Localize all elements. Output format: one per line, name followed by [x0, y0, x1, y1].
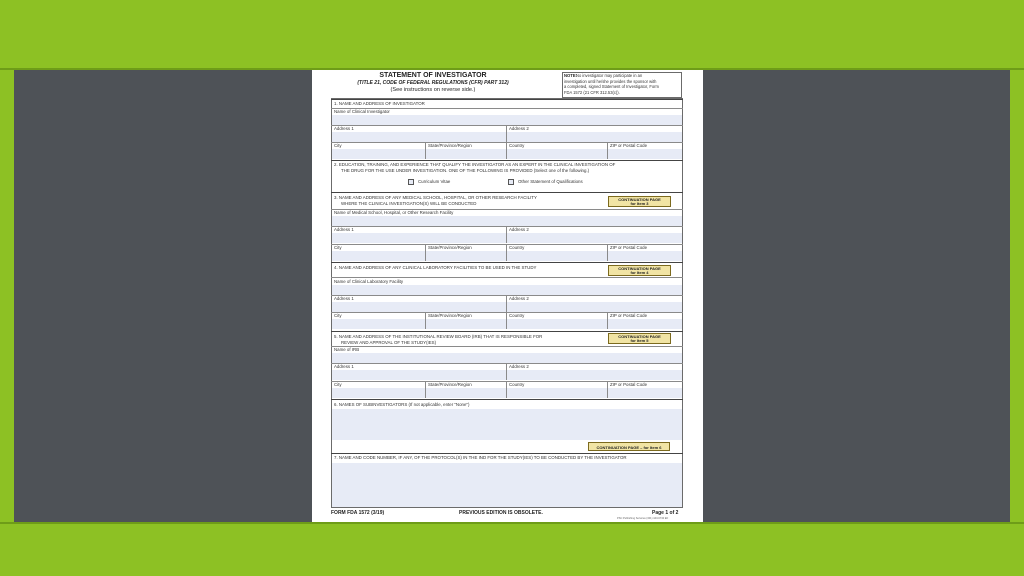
s5-address2-field[interactable] [507, 370, 682, 380]
investigator-name-label: Name of Clinical Investigator [334, 109, 390, 114]
col-line [425, 142, 426, 159]
cont-label: CONTINUATION PAGE [618, 265, 661, 271]
state-label: State/Province/Region [428, 313, 472, 318]
s4-zip-field[interactable] [608, 319, 682, 329]
top-band [0, 0, 1024, 70]
s4-address1-field[interactable] [332, 302, 506, 312]
cont-label: CONTINUATION PAGE [618, 333, 661, 339]
subinvestigators-field[interactable] [332, 409, 682, 440]
country-label: Country [509, 382, 525, 387]
row-line [331, 125, 683, 126]
lab-name-field[interactable] [332, 285, 682, 295]
s5-country-field[interactable] [507, 388, 607, 398]
s1-country-field[interactable] [507, 149, 607, 159]
note-line: FDA 1572 (21 CFR 312.53(c)). [564, 89, 620, 95]
col-line [506, 226, 507, 243]
state-label: State/Province/Region [428, 143, 472, 148]
s3-country-field[interactable] [507, 251, 607, 261]
zip-label: ZIP or Postal Code [610, 313, 648, 318]
s1-address1-field[interactable] [332, 132, 506, 142]
cv-checkbox[interactable] [408, 179, 414, 185]
s5-address1-field[interactable] [332, 370, 506, 380]
note-label: NOTE: [564, 73, 578, 78]
col-line [607, 244, 608, 261]
s1-city-field[interactable] [332, 149, 425, 159]
address2-label: Address 2 [509, 296, 529, 301]
section4-heading: 4. NAME AND ADDRESS OF ANY CLINICAL LABORATORY FACILITIES TO BE USED IN THE STUDY [334, 265, 537, 270]
form-id: FORM FDA 1572 (3/19) [331, 510, 385, 516]
s1-state-field[interactable] [426, 149, 506, 159]
section1-heading: 1. NAME AND ADDRESS OF INVESTIGATOR [334, 101, 425, 106]
address1-label: Address 1 [334, 364, 354, 369]
publisher-note: PSC Publishing Services (301) 443-6740 EF [617, 517, 669, 520]
s3-state-field[interactable] [426, 251, 506, 261]
s3-zip-field[interactable] [608, 251, 682, 261]
investigator-name-field[interactable] [332, 115, 682, 125]
address2-label: Address 2 [509, 126, 529, 131]
section5-heading: REVIEW AND APPROVAL OF THE STUDY(IES) [341, 339, 437, 345]
s4-state-field[interactable] [426, 319, 506, 329]
col-line [425, 312, 426, 329]
form-title: STATEMENT OF INVESTIGATOR [379, 72, 487, 79]
address2-label: Address 2 [509, 364, 529, 369]
section-divider [331, 399, 683, 400]
other-qualifications-label: Other Statement of Qualifications [518, 179, 583, 184]
s3-address1-field[interactable] [332, 233, 506, 243]
cv-label: Curriculum Vitae [418, 179, 451, 184]
section5-heading: 5. NAME AND ADDRESS OF THE INSTITUTIONAL REVIEW BOARD (IRB) THAT IS RESPONSIBLE FOR [334, 334, 543, 339]
form-instructions: (See instructions on reverse side.) [390, 87, 476, 93]
state-label: State/Province/Region [428, 245, 472, 250]
col-line [425, 381, 426, 398]
continuation-button-item5[interactable] [608, 333, 671, 344]
col-line [506, 142, 507, 159]
section2-heading: 2. EDUCATION, TRAINING, AND EXPERIENCE THAT QUALIFY THE INVESTIGATOR AS AN EXPERT IN THE CLINICAL INVESTIGATION OF [334, 162, 616, 167]
address2-label: Address 2 [509, 227, 529, 232]
s3-city-field[interactable] [332, 251, 425, 261]
protocols-field[interactable] [332, 463, 682, 507]
cont-label: CONTINUATION PAGE [618, 196, 661, 202]
col-line [506, 125, 507, 142]
form-page [312, 70, 703, 522]
note-line: investigation until he/she provides the sponsor with [564, 78, 657, 84]
col-line [607, 381, 608, 398]
address1-label: Address 1 [334, 126, 354, 131]
cont-label: for Item 4 [630, 270, 649, 276]
col-line [607, 312, 608, 329]
lab-name-label: Name of Clinical Laboratory Facility [334, 279, 404, 284]
state-label: State/Province/Region [428, 382, 472, 387]
row-line [331, 226, 683, 227]
section-divider [331, 262, 683, 263]
address1-label: Address 1 [334, 296, 354, 301]
cont-label: CONTINUATION PAGE – for Item 6 [596, 444, 662, 450]
obsolete-notice: PREVIOUS EDITION IS OBSOLETE. [459, 510, 543, 516]
other-qualifications-checkbox[interactable] [508, 179, 514, 185]
col-line [425, 244, 426, 261]
row-line [331, 295, 683, 296]
s1-zip-field[interactable] [608, 149, 682, 159]
cont-label: for Item 3 [630, 201, 649, 207]
country-label: Country [509, 245, 525, 250]
section7-heading: 7. NAME AND CODE NUMBER, IF ANY, OF THE PROTOCOL(S) IN THE IND FOR THE STUDY(IES) TO BE CONDUCTED BY THE INVESTIGATOR [334, 455, 627, 460]
country-label: Country [509, 143, 525, 148]
col-line [607, 142, 608, 159]
section-divider [331, 192, 683, 193]
section3-heading: WHERE THE CLINICAL INVESTIGATION(S) WILL BE CONDUCTED [341, 200, 477, 206]
col-line [506, 363, 507, 380]
col-line [506, 295, 507, 312]
row-line [331, 277, 683, 278]
s5-state-field[interactable] [426, 388, 506, 398]
continuation-button-item3[interactable] [608, 196, 671, 207]
note-line: a completed, signed Statement of Investigator, Form [564, 84, 659, 89]
page-number: Page 1 of 2 [652, 510, 679, 516]
form-subtitle: (TITLE 21, CODE OF FEDERAL REGULATIONS (CFR) PART 312) [357, 79, 509, 86]
row-line [331, 363, 683, 364]
country-label: Country [509, 313, 525, 318]
cont-label: for Item 5 [630, 338, 649, 344]
s4-country-field[interactable] [507, 319, 607, 329]
bottom-band [0, 522, 1024, 576]
s4-city-field[interactable] [332, 319, 425, 329]
facility-name-label: Name of Medical School, Hospital, or Other Research Facility [334, 210, 454, 215]
col-line [506, 381, 507, 398]
zip-label: ZIP or Postal Code [610, 382, 648, 387]
s1-address2-field[interactable] [507, 132, 682, 142]
s3-address2-field[interactable] [507, 233, 682, 243]
s5-zip-field[interactable] [608, 388, 682, 398]
note-line: No investigator may participate in an [576, 73, 643, 78]
zip-label: ZIP or Postal Code [610, 143, 648, 148]
continuation-button-item6[interactable] [588, 442, 670, 451]
section3-heading: 3. NAME AND ADDRESS OF ANY MEDICAL SCHOOL, HOSPITAL, OR OTHER RESEARCH FACILITY [334, 195, 537, 200]
col-line [506, 244, 507, 261]
irb-name-field[interactable] [332, 353, 682, 363]
continuation-button-item4[interactable] [608, 265, 671, 276]
address1-label: Address 1 [334, 227, 354, 232]
section6-heading: 6. NAMES OF SUBINVESTIGATORS (If not applicable, enter "None") [334, 402, 470, 407]
city-label: City [334, 143, 342, 148]
city-label: City [334, 313, 342, 318]
s5-city-field[interactable] [332, 388, 425, 398]
irb-name-label: Name of IRB [334, 347, 360, 352]
city-label: City [334, 245, 342, 250]
s4-address2-field[interactable] [507, 302, 682, 312]
facility-name-field[interactable] [332, 216, 682, 226]
col-line [506, 312, 507, 329]
section2-heading: THE DRUG FOR THE USE UNDER INVESTIGATION. ONE OF THE FOLLOWING IS PROVIDED (Select one of the following.) [341, 167, 590, 173]
row-line [331, 346, 683, 347]
zip-label: ZIP or Postal Code [610, 245, 648, 250]
city-label: City [334, 382, 342, 387]
